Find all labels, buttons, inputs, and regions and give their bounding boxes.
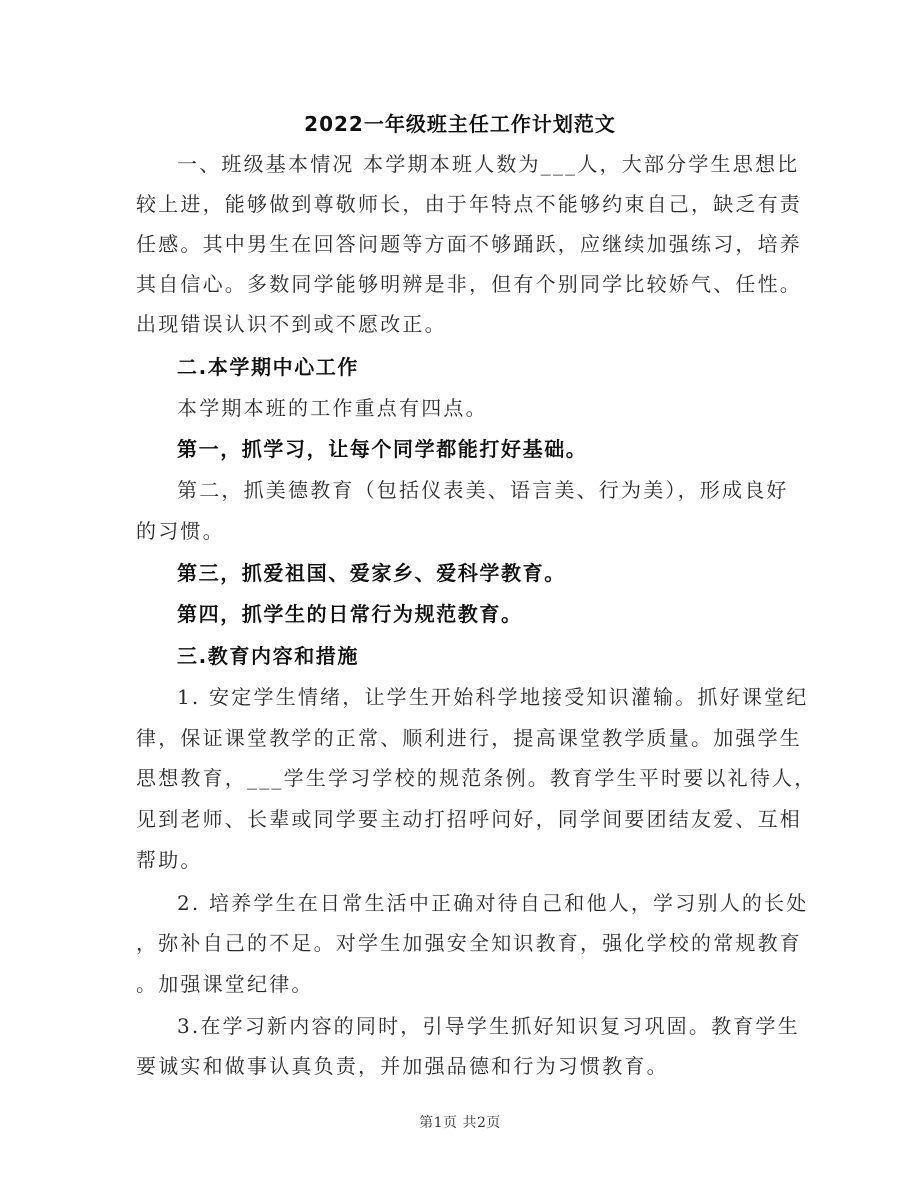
paragraph-line: 。加强课堂纪律。 bbox=[136, 972, 314, 996]
paragraph-line: 帮助。 bbox=[136, 848, 203, 872]
paragraph-line: 3.在学习新内容的同时，引导学生抓好知识复习巩固。教育学生 bbox=[177, 1014, 800, 1038]
paragraph-line: 第二，抓美德教育（包括仪表美、语言美、行为美），形成良好 bbox=[177, 478, 789, 502]
paragraph-line: 律，保证课堂教学的正常、顺利进行，提高课堂教学质量。加强学生 bbox=[136, 726, 802, 750]
paragraph-line: 出现错误认识不到或不愿改正。 bbox=[136, 312, 447, 336]
paragraph-line: 其自信心。多数同学能够明辨是非，但有个别同学比较娇气、任性。 bbox=[136, 272, 802, 296]
paragraph-line: 一、班级基本情况 本学期本班人数为___人，大部分学生思想比 bbox=[177, 152, 800, 176]
paragraph-line: 2. 培养学生在日常生活中正确对待自己和他人，学习别人的长处 bbox=[177, 891, 809, 915]
paragraph-line: 要诚实和做事认真负责，并加强品德和行为习惯教育。 bbox=[136, 1054, 669, 1078]
paragraph-line: ，弥补自己的不足。对学生加强安全知识教育，强化学校的常规教育 bbox=[136, 931, 802, 955]
bold-point: 第四，抓学生的日常行为规范教育。 bbox=[177, 602, 523, 626]
paragraph-line: 1. 安定学生情绪，让学生开始科学地接受知识灌输。抓好课堂纪 bbox=[177, 685, 809, 709]
bold-point: 第一，抓学习，让每个同学都能打好基础。 bbox=[177, 437, 588, 461]
paragraph-line: 较上进，能够做到尊敬师长，由于年特点不能够约束自己，缺乏有责 bbox=[136, 192, 802, 216]
section-heading: 二.本学期中心工作 bbox=[177, 355, 359, 379]
document-title: 2022一年级班主任工作计划范文 bbox=[304, 112, 616, 136]
paragraph-line: 见到老师、长辈或同学要主动打招呼问好，同学间要团结友爱、互相 bbox=[136, 807, 802, 831]
section-heading: 三.教育内容和措施 bbox=[177, 644, 359, 668]
paragraph-line: 的习惯。 bbox=[136, 519, 225, 543]
paragraph-line: 任感。其中男生在回答问题等方面不够踊跃，应继续加强练习，培养 bbox=[136, 232, 802, 256]
page-number-footer: 第1页 共2页 bbox=[419, 1115, 501, 1131]
paragraph-line: 思想教育，___学生学习学校的规范条例。教育学生平时要以礼待人， bbox=[136, 766, 817, 790]
paragraph-line: 本学期本班的工作重点有四点。 bbox=[177, 396, 488, 420]
bold-point: 第三，抓爱祖国、爱家乡、爱科学教育。 bbox=[177, 561, 566, 585]
